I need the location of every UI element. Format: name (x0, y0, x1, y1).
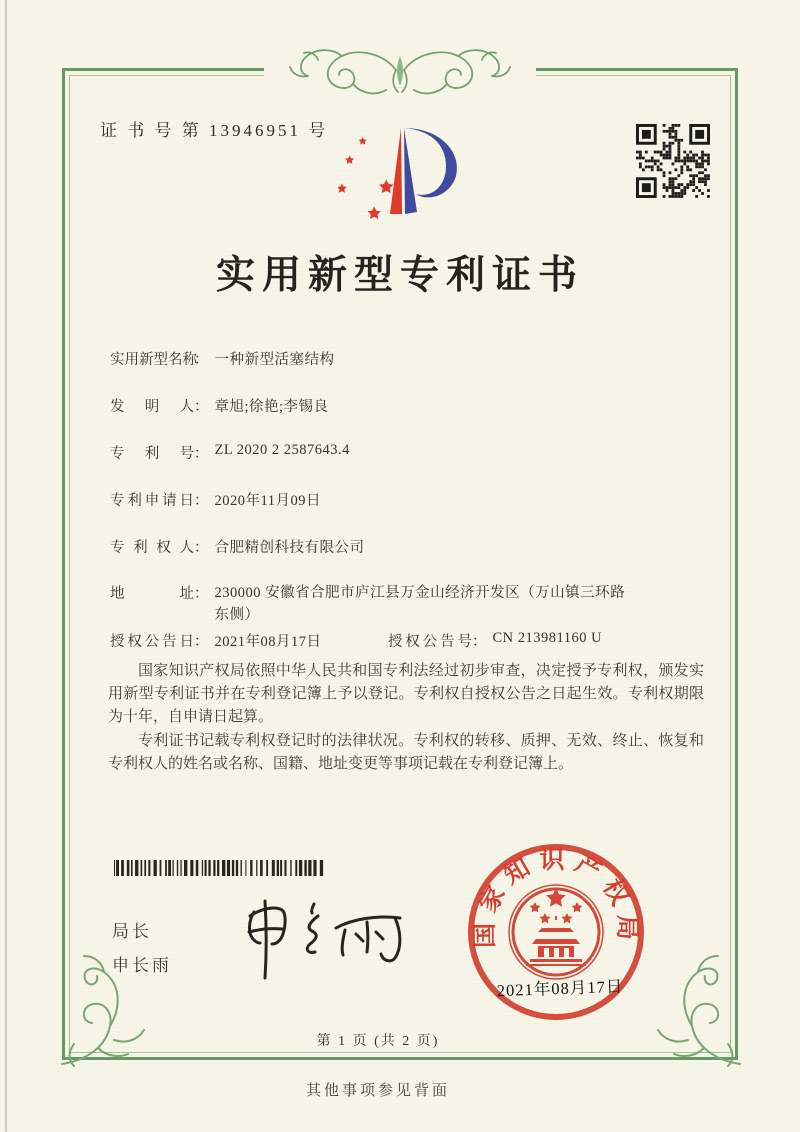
field-label: 专利号 (110, 446, 194, 462)
logo-obelisk-right (404, 128, 417, 214)
field-row-name (110, 348, 335, 369)
field-label: 授权公告日 (110, 634, 194, 650)
field-colon: ： (194, 586, 209, 602)
field-row-filing-date (110, 489, 321, 510)
field-value: 2021年08月17日 (214, 634, 322, 650)
field-label: 专利权人 (110, 540, 194, 556)
logo-obelisk-left (390, 128, 402, 214)
qr-code (636, 124, 710, 198)
page-number: 第 1 页 (共 2 页) (316, 1034, 440, 1049)
field-colon: ： (194, 634, 209, 650)
field-label: 授权公告号 (388, 634, 472, 650)
barcode (112, 860, 324, 876)
director-signature (232, 886, 422, 991)
field-value: 230000 安徽省合肥市庐江县万金山经济开发区（万山镇三环路东侧） (214, 585, 626, 623)
field-row-address (110, 582, 633, 626)
field-row-grant-date (110, 630, 322, 651)
field-row-patentee (110, 536, 365, 557)
field-label: 实用新型名称 (110, 352, 197, 368)
cnipa-logo (338, 114, 486, 240)
director-title: 局长 (112, 922, 152, 941)
seal-date: 2021年08月17日 (496, 976, 624, 1001)
field-colon: ： (472, 634, 487, 650)
field-colon: ： (194, 446, 209, 462)
field-value: 2020年11月09日 (214, 493, 321, 509)
field-value: 章旭;徐艳;李锡良 (214, 399, 329, 415)
scan-edge-line (5, 0, 7, 1132)
seal-text: 国家知识产权局 (471, 846, 641, 949)
certificate-title: 实用新型专利证书 (215, 254, 584, 297)
field-value: 合肥精创科技有限公司 (214, 540, 365, 556)
certificate-number: 证 书 号 第 13946951 号 (100, 121, 329, 140)
field-row-inventors (110, 395, 329, 416)
field-row-patent-no (110, 442, 350, 463)
seal-national-emblem (509, 885, 603, 979)
field-value: 一种新型活塞结构 (214, 352, 335, 368)
field-row-grant-no (388, 630, 602, 651)
field-colon: ： (194, 493, 209, 509)
field-colon: ： (194, 352, 209, 368)
legal-text-block (108, 660, 704, 777)
field-colon: ： (194, 540, 209, 556)
field-label: 发明人 (110, 399, 194, 415)
field-colon: ： (194, 399, 209, 415)
field-label: 专利申请日 (110, 493, 194, 509)
director-name: 申长雨 (112, 956, 172, 975)
legal-paragraph: 国家知识产权局依照中华人民共和国专利法经过初步审查，决定授予专利权，颁发实用新型专利证书并在专利登记簿上予以登记。专利权自授权公告之日起生效。专利权期限为十年，自申请日起算。 (108, 663, 704, 725)
field-value: ZL 2020 2 2587643.4 (214, 442, 350, 458)
legal-paragraph: 专利证书记载专利权登记时的法律状况。专利权的转移、质押、无效、终止、恢复和专利权人的姓名或名称、国籍、地址变更等事项记载在专利登记簿上。 (108, 733, 704, 772)
logo-stars (338, 137, 394, 219)
field-label: 地址 (110, 586, 194, 602)
back-side-note: 其他事项参见背面 (305, 1083, 450, 1099)
field-value: CN 213981160 U (492, 630, 603, 646)
